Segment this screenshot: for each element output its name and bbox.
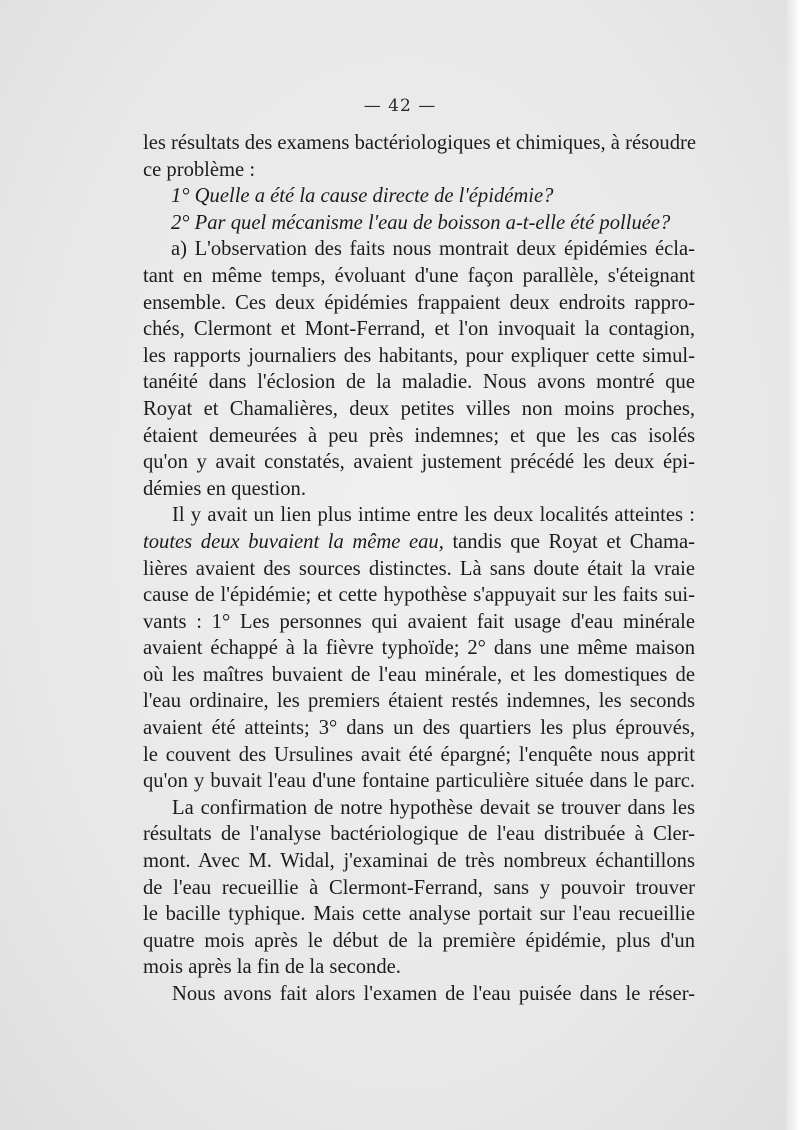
text-line: avaient échappé à la fièvre typhoïde; 2° dans une même maison <box>143 637 695 660</box>
text-line: quatre mois après le début de la première épidémie, plus d'un <box>143 929 695 952</box>
text-line: où les maîtres buvaient de l'eau minérale, et les domestiques de <box>143 663 695 686</box>
text-line <box>143 529 695 556</box>
body-text <box>143 130 695 1008</box>
text-line: les résultats des examens bactériologiques et chimiques, à résoudre <box>143 132 696 154</box>
text-line: le couvent des Ursulines avait été épargné; l'enquête nous apprit <box>143 743 695 766</box>
text-line: lières avaient des sources distinctes. Là sans doute était la vraie <box>143 557 695 580</box>
text-line: ensemble. Ces deux épidémies frappaient deux endroits rappro- <box>143 291 695 314</box>
text-line: chés, Clermont et Mont-Ferrand, et l'on invoquait la contagion, <box>143 318 695 341</box>
text-line: tant en même temps, évoluant d'une façon parallèle, s'éteignant <box>143 264 695 287</box>
text-line: a) L'observation des faits nous montrait deux épidémies écla- <box>171 238 695 261</box>
text-line: tanéité dans l'éclosion de la maladie. Nous avons montré que <box>143 371 695 394</box>
text-line: Il y avait un lien plus intime entre les deux localités atteintes : <box>172 504 695 527</box>
text-line: l'eau ordinaire, les premiers étaient restés indemnes, les seconds <box>143 690 695 713</box>
page-number: — 42 — <box>363 96 437 116</box>
text-line: de l'eau recueillie à Clermont-Ferrand, sans y pouvoir trouver <box>143 876 695 899</box>
text-line: mois après la fin de la seconde. <box>143 956 401 979</box>
text-line: ce problème : <box>143 158 256 181</box>
text-fragment: tandis que Royat et Chama- <box>443 530 695 553</box>
text-line: qu'on y avait constatés, avaient justement précédé les deux épi- <box>143 451 695 474</box>
question-2: 2° Par quel mécanisme l'eau de boisson a-t-elle été polluée? <box>171 211 671 234</box>
italic-phrase: toutes deux buvaient la même eau, <box>143 530 444 553</box>
text-line: Nous avons fait alors l'examen de l'eau puisée dans le réser- <box>172 983 695 1005</box>
text-line: le bacille typhique. Mais cette analyse portait sur l'eau recueillie <box>143 903 695 926</box>
text-line: mont. Avec M. Widal, j'examinai de très nombreux échantillons <box>143 850 695 873</box>
text-line: les rapports journaliers des habitants, pour expliquer cette simul- <box>143 344 695 367</box>
text-line: vants : 1° Les personnes qui avaient fait usage d'eau minérale <box>143 610 695 633</box>
text-line: qu'on y buvait l'eau d'une fontaine particulière située dans le parc. <box>143 770 695 793</box>
text-line: La confirmation de notre hypothèse devait se trouver dans les <box>172 796 695 819</box>
text-line: Royat et Chamalières, deux petites villes non moins proches, <box>143 397 695 420</box>
text-line: démies en question. <box>143 477 307 500</box>
question-1: 1° Quelle a été la cause directe de l'épidémie? <box>171 185 554 208</box>
text-line: étaient demeurées à peu près indemnes; et que les cas isolés <box>143 424 695 447</box>
text-line: cause de l'épidémie; et cette hypothèse s'appuyait sur les faits sui- <box>143 584 695 607</box>
page-edge <box>786 0 800 1130</box>
text-line: résultats de l'analyse bactériologique de l'eau distribuée à Cler- <box>143 823 695 846</box>
text-line: avaient été atteints; 3° dans un des quartiers les plus éprouvés, <box>143 717 695 740</box>
